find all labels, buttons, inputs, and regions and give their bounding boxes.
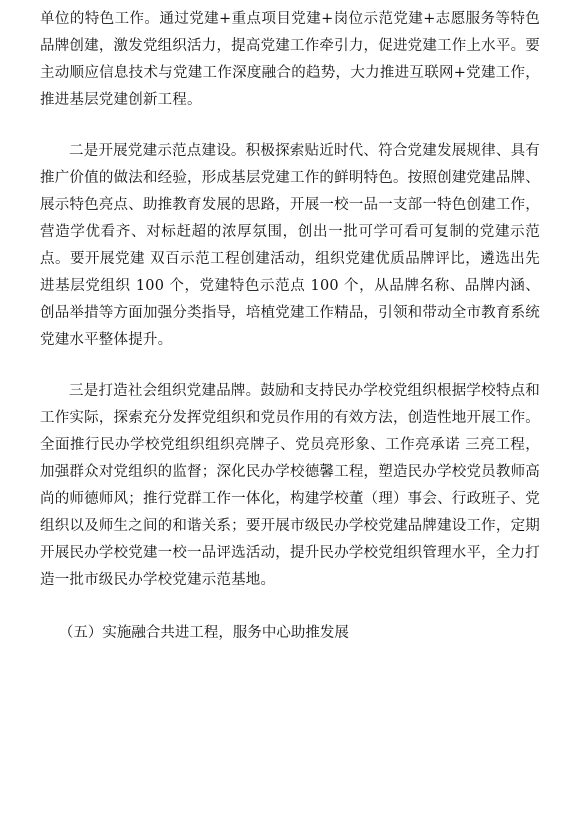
document-page (40, 0, 540, 647)
section-heading: （五）实施融合共进工程，服务中心助推发展 (58, 625, 349, 641)
paragraph-3: 三是打造社会组织党建品牌。鼓励和支持民办学校党组织根据学校特点和工作实际，探索充分发挥党组织和党员作用的有效方法，创造性地开展工作。全面推行民办学校党组织组织亮牌子、党员亮形象、工作亮承诺 三亮工程，加强群众对党组织的监督；深化民办学校德馨工程，塑造民办学校党员教师高尚的师德师风；推行党群工作一体化，构建学校董（理）事会、行政班子、党组织以及师生之间的和谐关系；要开展市级民办学校党建品牌建设工作，定期开展民办学校党建一校一品评选活动，提升民办学校党组织管理水平，全力打造一批市级民办学校党建示范基地。 (40, 383, 540, 588)
paragraph-2: 二是开展党建示范点建设。积极探索贴近时代、符合党建发展规律、具有推广价值的做法和经验，形成基层党建工作的鲜明特色。按照创建党建品牌、展示特色亮点、助推教育发展的思路，开展一校一品一支部一特色创建工作，营造学优看齐、对标赶超的浓厚氛围，创出一批可学可看可复制的党建示范点。要开展党建 双百示范工程创建活动，组织党建优质品牌评比，遴选出先进基层党组织 100 个，党建特色示范点 100 个，从品牌名称、品牌内涵、创品举措等方面加强分类指导，培植党建工作精品，引领和带动全市教育系统党建水平整体提升。 (40, 143, 540, 348)
paragraph-1: 单位的特色工作。通过党建+重点项目党建+岗位示范党建+志愿服务等特色品牌创建，激发党组织活力，提高党建工作牵引力，促进党建工作上水平。要主动顺应信息技术与党建工作深度融合的趋势，大力推进互联网+党建工作，推进基层党建创新工程。 (40, 11, 540, 108)
